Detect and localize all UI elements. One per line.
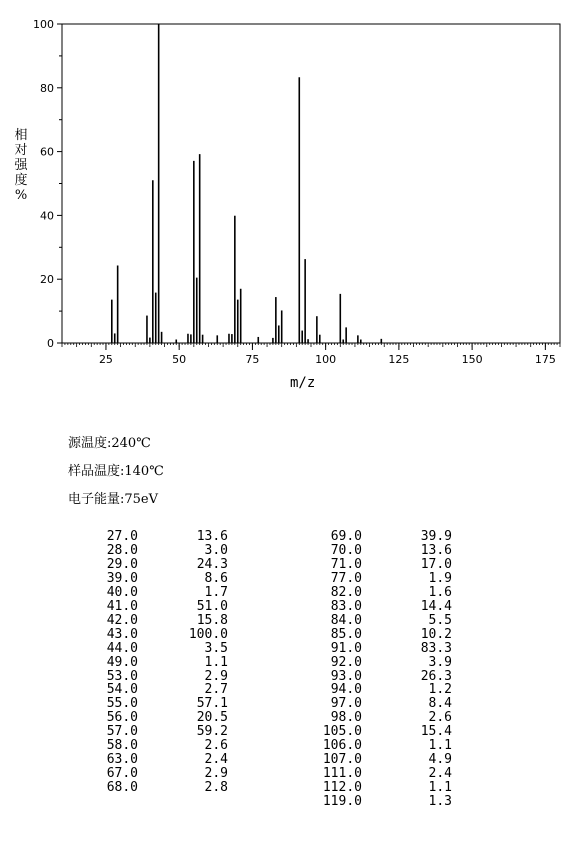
peak-row [98, 683, 228, 697]
peak-row [322, 558, 452, 572]
peak-row [322, 767, 452, 781]
mz-value: 92.0 [330, 654, 362, 670]
intensity-value: 83.3 [420, 640, 452, 656]
peak-row [98, 656, 228, 670]
mz-value: 68.0 [106, 780, 138, 796]
mz-value: 67.0 [106, 766, 138, 782]
intensity-value: 17.0 [420, 556, 452, 572]
peak-table-left [98, 530, 228, 795]
mz-value: 54.0 [106, 682, 138, 698]
peak-row [322, 670, 452, 684]
peak-row [98, 697, 228, 711]
mass-spectrum-chart [0, 0, 570, 400]
x-tick-label: 175 [534, 353, 556, 366]
intensity-value: 1.3 [428, 794, 452, 810]
mz-value: 41.0 [106, 598, 138, 614]
peak-row [98, 628, 228, 642]
mz-value: 29.0 [106, 556, 138, 572]
x-tick-label: 75 [245, 353, 260, 366]
mz-value: 28.0 [106, 542, 138, 558]
intensity-value: 59.2 [196, 724, 228, 740]
intensity-value: 24.3 [196, 556, 228, 572]
intensity-value: 1.7 [204, 584, 228, 600]
peak-row [322, 753, 452, 767]
intensity-value: 1.1 [204, 654, 228, 670]
mz-value: 97.0 [330, 696, 362, 712]
intensity-value: 3.5 [204, 640, 228, 656]
intensity-value: 3.0 [204, 542, 228, 558]
peak-row [98, 614, 228, 628]
peak-row [98, 739, 228, 753]
intensity-value: 51.0 [196, 598, 228, 614]
mz-value: 27.0 [106, 529, 138, 544]
mz-value: 77.0 [330, 570, 362, 586]
intensity-value: 2.4 [204, 752, 228, 768]
mz-value: 57.0 [106, 724, 138, 740]
mz-value: 39.0 [106, 570, 138, 586]
x-axis-label: m/z [290, 375, 316, 391]
intensity-value: 20.5 [196, 710, 228, 726]
intensity-value: 1.6 [428, 584, 452, 600]
intensity-value: 2.6 [204, 738, 228, 754]
y-axis-label: 相 对 强 度 % [14, 128, 28, 203]
mz-value: 69.0 [330, 529, 362, 544]
peak-row [98, 711, 228, 725]
peak-row [98, 558, 228, 572]
x-tick-label: 150 [461, 353, 483, 366]
mz-value: 43.0 [106, 626, 138, 642]
intensity-value: 1.9 [428, 570, 452, 586]
mz-value: 85.0 [330, 626, 362, 642]
intensity-value: 5.5 [428, 612, 452, 628]
mz-value: 91.0 [330, 640, 362, 656]
peak-row [322, 628, 452, 642]
peak-row [98, 767, 228, 781]
y-tick-label: 20 [40, 273, 54, 287]
mz-value: 111.0 [322, 766, 362, 782]
intensity-value: 26.3 [420, 668, 452, 684]
peak-row [98, 530, 228, 544]
sample-temperature: 样品温度:140℃ [68, 464, 164, 479]
intensity-value: 4.9 [428, 752, 452, 768]
mz-value: 105.0 [322, 724, 362, 740]
mz-value: 112.0 [322, 780, 362, 796]
peak-row [322, 586, 452, 600]
peak-row [322, 642, 452, 656]
plot-frame [62, 24, 560, 343]
intensity-value: 2.7 [204, 682, 228, 698]
mz-value: 107.0 [322, 752, 362, 768]
peak-table-right [322, 530, 452, 809]
x-tick-label: 125 [388, 353, 410, 366]
mz-value: 98.0 [330, 710, 362, 726]
peak-row [98, 725, 228, 739]
intensity-value: 15.4 [420, 724, 452, 740]
intensity-value: 2.4 [428, 766, 452, 782]
mz-value: 82.0 [330, 584, 362, 600]
peak-row [322, 795, 452, 809]
peak-row [322, 739, 452, 753]
intensity-value: 8.4 [428, 696, 452, 712]
peak-row [322, 544, 452, 558]
mz-value: 83.0 [330, 598, 362, 614]
mz-value: 93.0 [330, 668, 362, 684]
mz-value: 56.0 [106, 710, 138, 726]
mz-value: 119.0 [322, 794, 362, 810]
intensity-value: 2.8 [204, 780, 228, 796]
mz-value: 53.0 [106, 668, 138, 684]
intensity-value: 2.6 [428, 710, 452, 726]
mz-value: 106.0 [322, 738, 362, 754]
mz-value: 40.0 [106, 584, 138, 600]
peak-row [322, 683, 452, 697]
peak-row [322, 697, 452, 711]
y-tick-label: 80 [40, 81, 54, 95]
intensity-value: 1.2 [428, 682, 452, 698]
y-tick-label: 40 [40, 209, 54, 223]
peak-row [322, 572, 452, 586]
mz-value: 71.0 [330, 556, 362, 572]
peak-row [98, 670, 228, 684]
intensity-value: 2.9 [204, 668, 228, 684]
peak-row [98, 544, 228, 558]
mz-value: 84.0 [330, 612, 362, 628]
intensity-value: 13.6 [420, 542, 452, 558]
intensity-value: 1.1 [428, 738, 452, 754]
peak-row [98, 781, 228, 795]
peak-row [322, 656, 452, 670]
peak-row [322, 600, 452, 614]
intensity-value: 14.4 [420, 598, 452, 614]
peak-row [98, 572, 228, 586]
y-tick-label: 0 [47, 337, 54, 350]
intensity-value: 8.6 [204, 570, 228, 586]
intensity-value: 1.1 [428, 780, 452, 796]
mz-value: 94.0 [330, 682, 362, 698]
y-tick-label: 100 [33, 18, 54, 31]
mz-value: 42.0 [106, 612, 138, 628]
mz-value: 70.0 [330, 542, 362, 558]
peak-row [322, 614, 452, 628]
mz-value: 58.0 [106, 738, 138, 754]
peak-row [322, 781, 452, 795]
peak-row [322, 725, 452, 739]
mz-value: 44.0 [106, 640, 138, 656]
peak-row [98, 753, 228, 767]
mz-value: 55.0 [106, 696, 138, 712]
mz-value: 49.0 [106, 654, 138, 670]
x-tick-label: 50 [172, 353, 187, 366]
intensity-value: 39.9 [420, 529, 452, 544]
peak-row [322, 711, 452, 725]
x-tick-label: 100 [315, 353, 337, 366]
intensity-value: 100.0 [188, 626, 228, 642]
intensity-value: 13.6 [196, 529, 228, 544]
intensity-value: 2.9 [204, 766, 228, 782]
source-temperature: 源温度:240℃ [68, 436, 151, 451]
y-tick-label: 60 [40, 145, 54, 159]
electron-energy: 电子能量:75eV [68, 492, 159, 507]
intensity-value: 15.8 [196, 612, 228, 628]
intensity-value: 3.9 [428, 654, 452, 670]
peak-row [322, 530, 452, 544]
x-tick-label: 25 [98, 353, 113, 366]
peak-row [98, 586, 228, 600]
peak-row [98, 600, 228, 614]
intensity-value: 57.1 [196, 696, 228, 712]
mz-value: 63.0 [106, 752, 138, 768]
peak-row [98, 642, 228, 656]
intensity-value: 10.2 [420, 626, 452, 642]
